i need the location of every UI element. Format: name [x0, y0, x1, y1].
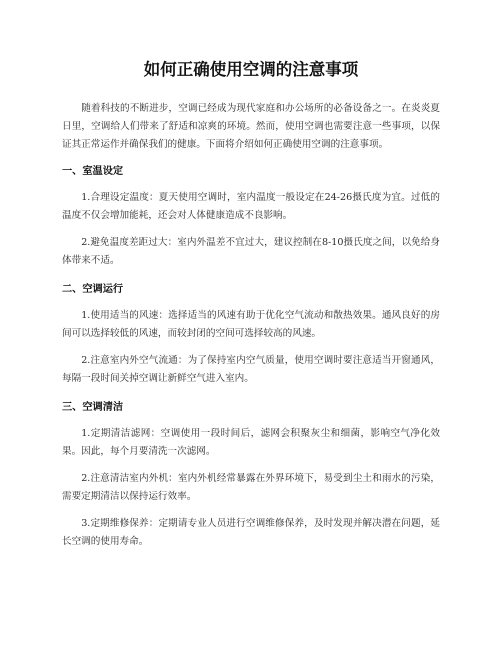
section-heading: 三、空调清洁 — [62, 402, 124, 413]
section-paragraph: 3.定期维修保养：定期请专业人员进行空调维修保养，及时发现并解决潜在问题，延长空调的使用寿命。 — [62, 518, 440, 547]
section-ac-operation — [62, 282, 440, 388]
intro-paragraph: 随着科技的不断进步，空调已经成为现代家庭和办公场所的必备设备之一。在炎炎夏日里，空调给人们带来了舒适和凉爽的环境。然而，使用空调也需要注意一些事项，以保证其正常运作并确保我们的健康。下面将介绍如何正确使用空调的注意事项。 — [62, 103, 440, 150]
section-paragraph: 2.注意室内外空气流通：为了保持室内空气质量，使用空调时要注意适当开窗通风，每隔一段时间关掉空调让新鲜空气进入室内。 — [62, 355, 440, 384]
section-room-temperature — [62, 164, 440, 270]
section-paragraph: 1.合理设定温度：夏天使用空调时，室内温度一般设定在24-26摄氏度为宜。过低的温度不仅会增加能耗，还会对人体健康造成不良影响。 — [62, 192, 440, 221]
section-paragraph: 1.定期清洁滤网：空调使用一段时间后，滤网会积聚灰尘和细菌，影响空气净化效果。因此，每个月要清洗一次滤网。 — [62, 428, 440, 457]
section-paragraph: 2.避免温度差距过大：室内外温差不宜过大，建议控制在8-10摄氏度之间，以免给身体带来不适。 — [62, 237, 440, 266]
document-title: 如何正确使用空调的注意事项 — [143, 60, 359, 79]
section-ac-cleaning — [62, 400, 440, 551]
section-heading: 一、室温设定 — [62, 166, 124, 177]
section-paragraph: 2.注意清洁室内外机：室内外机经常暴露在外界环境下，易受到尘土和雨水的污染，需要定期清洁以保持运行效率。 — [62, 473, 440, 502]
section-heading: 二、空调运行 — [62, 284, 124, 295]
section-paragraph: 1.使用适当的风速：选择适当的风速有助于优化空气流动和散热效果。通风良好的房间可以选择较低的风速，而较封闭的空间可选择较高的风速。 — [62, 310, 440, 339]
document-page — [62, 58, 440, 560]
